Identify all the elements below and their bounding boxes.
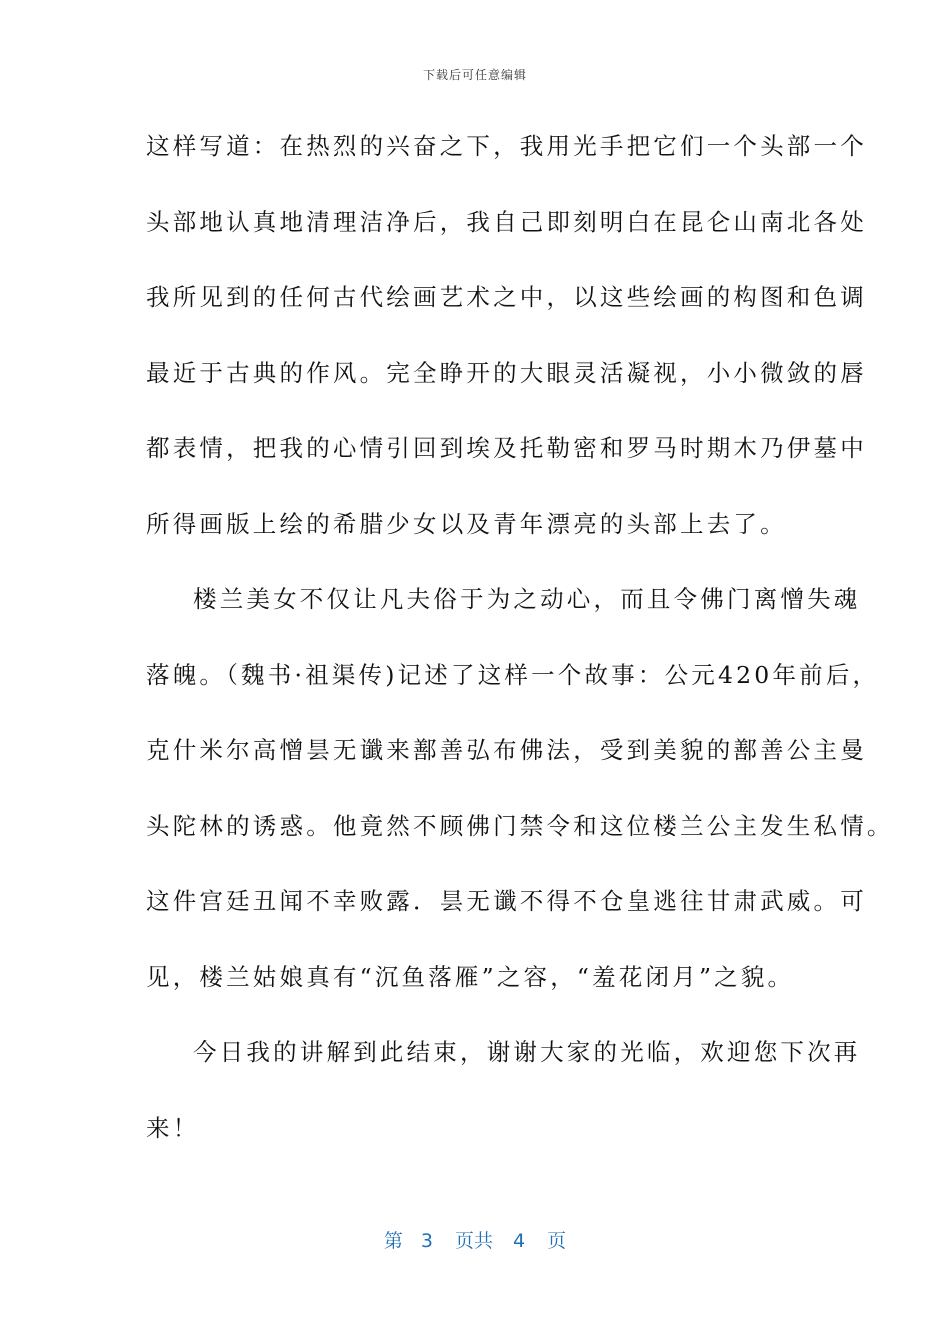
total-page-number: 4 bbox=[513, 1230, 526, 1252]
text-line: 见，楼兰姑娘真有“沉鱼落雁”之容，“羞花闭月”之貌。 bbox=[146, 962, 795, 991]
footer-suffix: 页 bbox=[547, 1230, 567, 1252]
text-line: 这件宫廷丑闻不幸败露．昙无谶不得不仓皇逃往甘肃武威。可 bbox=[146, 887, 867, 915]
header-note: 下载后可任意编辑 bbox=[422, 68, 527, 82]
text-line: 落魄。（魏书·祖渠传)记述了这样一个故事：公元420年前后， bbox=[146, 660, 880, 689]
text-line: 头部地认真地清理洁净后，我自己即刻明白在昆仑山南北各处 bbox=[146, 207, 867, 236]
text-line: 楼兰美女不仅让凡夫俗于为之动心，而且令佛门离憎失魂 bbox=[193, 585, 861, 613]
text-line: 来！ bbox=[146, 1113, 200, 1142]
text-line: 都表情，把我的心情引回到埃及托勒密和罗马时期木乃伊墓中 bbox=[146, 434, 867, 462]
text-line: 所得画版上绘的希腊少女以及青年漂亮的头部上去了。 bbox=[146, 509, 787, 538]
footer-prefix: 第 bbox=[383, 1230, 403, 1252]
text-line: 克什米尔高憎昙无谶来鄯善弘布佛法，受到美貌的鄯善公主曼 bbox=[146, 736, 867, 764]
text-line: 今日我的讲解到此结束，谢谢大家的光临，欢迎您下次再 bbox=[193, 1038, 861, 1066]
text-line: 这样写道：在热烈的兴奋之下，我用光手把它们一个头部一个 bbox=[146, 132, 867, 160]
page-footer bbox=[0, 1226, 950, 1253]
text-line: 最近于古典的作风。完全睁开的大眼灵活凝视，小小微敛的唇 bbox=[146, 358, 867, 387]
footer-middle: 页共 bbox=[454, 1230, 493, 1252]
document-body bbox=[146, 126, 894, 1183]
text-line: 我所见到的任何古代绘画艺术之中，以这些绘画的构图和色调 bbox=[146, 283, 867, 311]
text-line: 头陀林的诱惑。他竟然不顾佛门禁令和这位楼兰公主发生私情。 bbox=[146, 811, 894, 840]
current-page-number: 3 bbox=[420, 1230, 433, 1252]
